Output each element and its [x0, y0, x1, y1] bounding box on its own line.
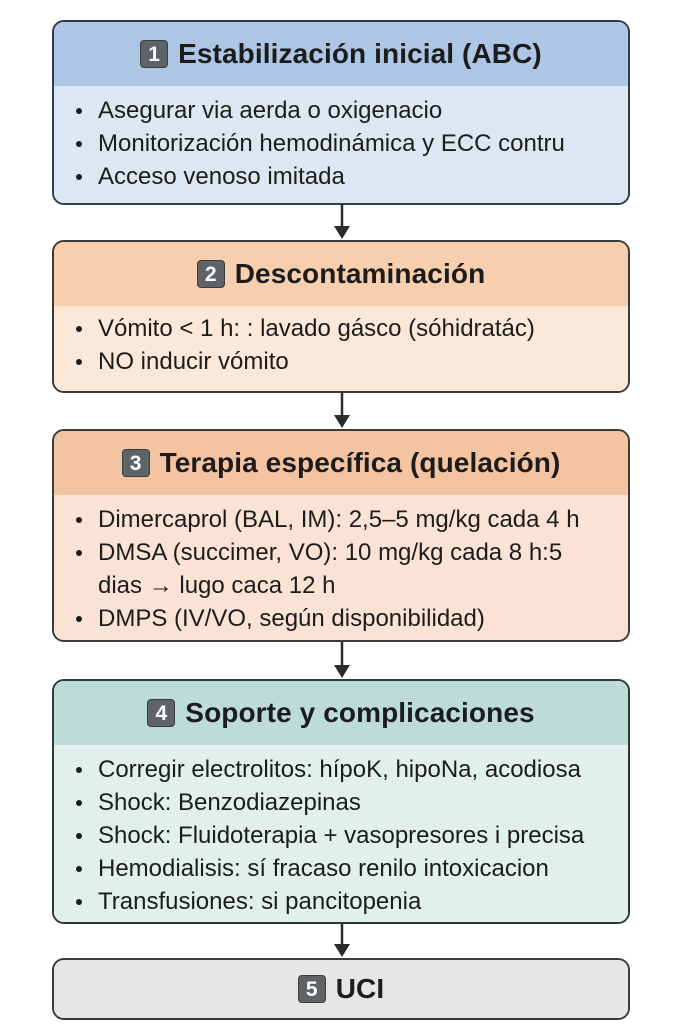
list-item: DMSA (succimer, VO): 10 mg/kg cada 8 h:5 dias → lugo caca 12 h [76, 536, 598, 602]
step-3-header [54, 431, 628, 495]
list-item: DMPS (IV/VO, según disponibilidad) [76, 602, 628, 635]
bullet-icon [76, 174, 82, 180]
list-item: Corregir electrolitos: hípoK, hipoNa, acodiosa [76, 753, 628, 786]
step-2-box [52, 240, 630, 393]
step-number-badge: 5 [298, 975, 326, 1003]
step-1-body [54, 86, 628, 203]
bullet-icon [76, 108, 82, 114]
bullet-icon [76, 326, 82, 332]
step-4-header [54, 681, 628, 745]
step-number-badge: 1 [140, 40, 168, 68]
step-number-badge: 2 [197, 260, 225, 288]
list-item: Acceso venoso imitada [76, 160, 628, 193]
step-5-header [54, 960, 628, 1018]
list-item: Hemodialisis: sí fracaso renilo intoxicacion [76, 852, 628, 885]
step-number-badge: 4 [147, 699, 175, 727]
list-item: Shock: Benzodiazepinas [76, 786, 628, 819]
down-arrow-icon [332, 642, 352, 679]
step-4-box [52, 679, 630, 924]
step-2-title: Descontaminación [234, 258, 486, 289]
down-arrow-icon [332, 393, 352, 429]
list-item: Shock: Fluidoterapia + vasopresores i precisa [76, 819, 628, 852]
step-1-box [52, 20, 630, 205]
step-3-body [54, 495, 628, 640]
step-number-badge: 3 [122, 449, 150, 477]
step-1-header [54, 22, 628, 86]
bullet-icon [76, 833, 82, 839]
bullet-icon [76, 899, 82, 905]
step-3-box [52, 429, 630, 642]
step-4-title: Soporte y complicaciones [185, 697, 535, 728]
bullet-icon [76, 800, 82, 806]
step-1-title: Estabilización inicial (ABC) [178, 38, 542, 69]
list-item: Dimercaprol (BAL, IM): 2,5–5 mg/kg cada 4 h [76, 503, 628, 536]
bullet-icon [76, 767, 82, 773]
bullet-icon [76, 141, 82, 147]
step-4-body [54, 745, 628, 922]
list-item: Transfusiones: si pancitopenia [76, 885, 628, 918]
bullet-icon [76, 517, 82, 523]
step-3-title: Terapia específica (quelación) [159, 447, 561, 478]
step-2-body [54, 306, 628, 391]
list-item: Asegurar via aerda o oxigenacio [76, 94, 628, 127]
step-2-header [54, 242, 628, 306]
down-arrow-icon [332, 924, 352, 958]
list-item: NO inducir vómito [76, 345, 628, 378]
step-5-box [52, 958, 630, 1020]
down-arrow-icon [332, 205, 352, 240]
step-5-title: UCI [335, 973, 385, 1004]
bullet-icon [76, 550, 82, 556]
list-item: Monitorización hemodinámica y ECC contru [76, 127, 628, 160]
list-item: Vómito < 1 h: : lavado gásco (sóhidratác) [76, 312, 628, 345]
bullet-icon [76, 866, 82, 872]
bullet-icon [76, 616, 82, 622]
bullet-icon [76, 359, 82, 365]
